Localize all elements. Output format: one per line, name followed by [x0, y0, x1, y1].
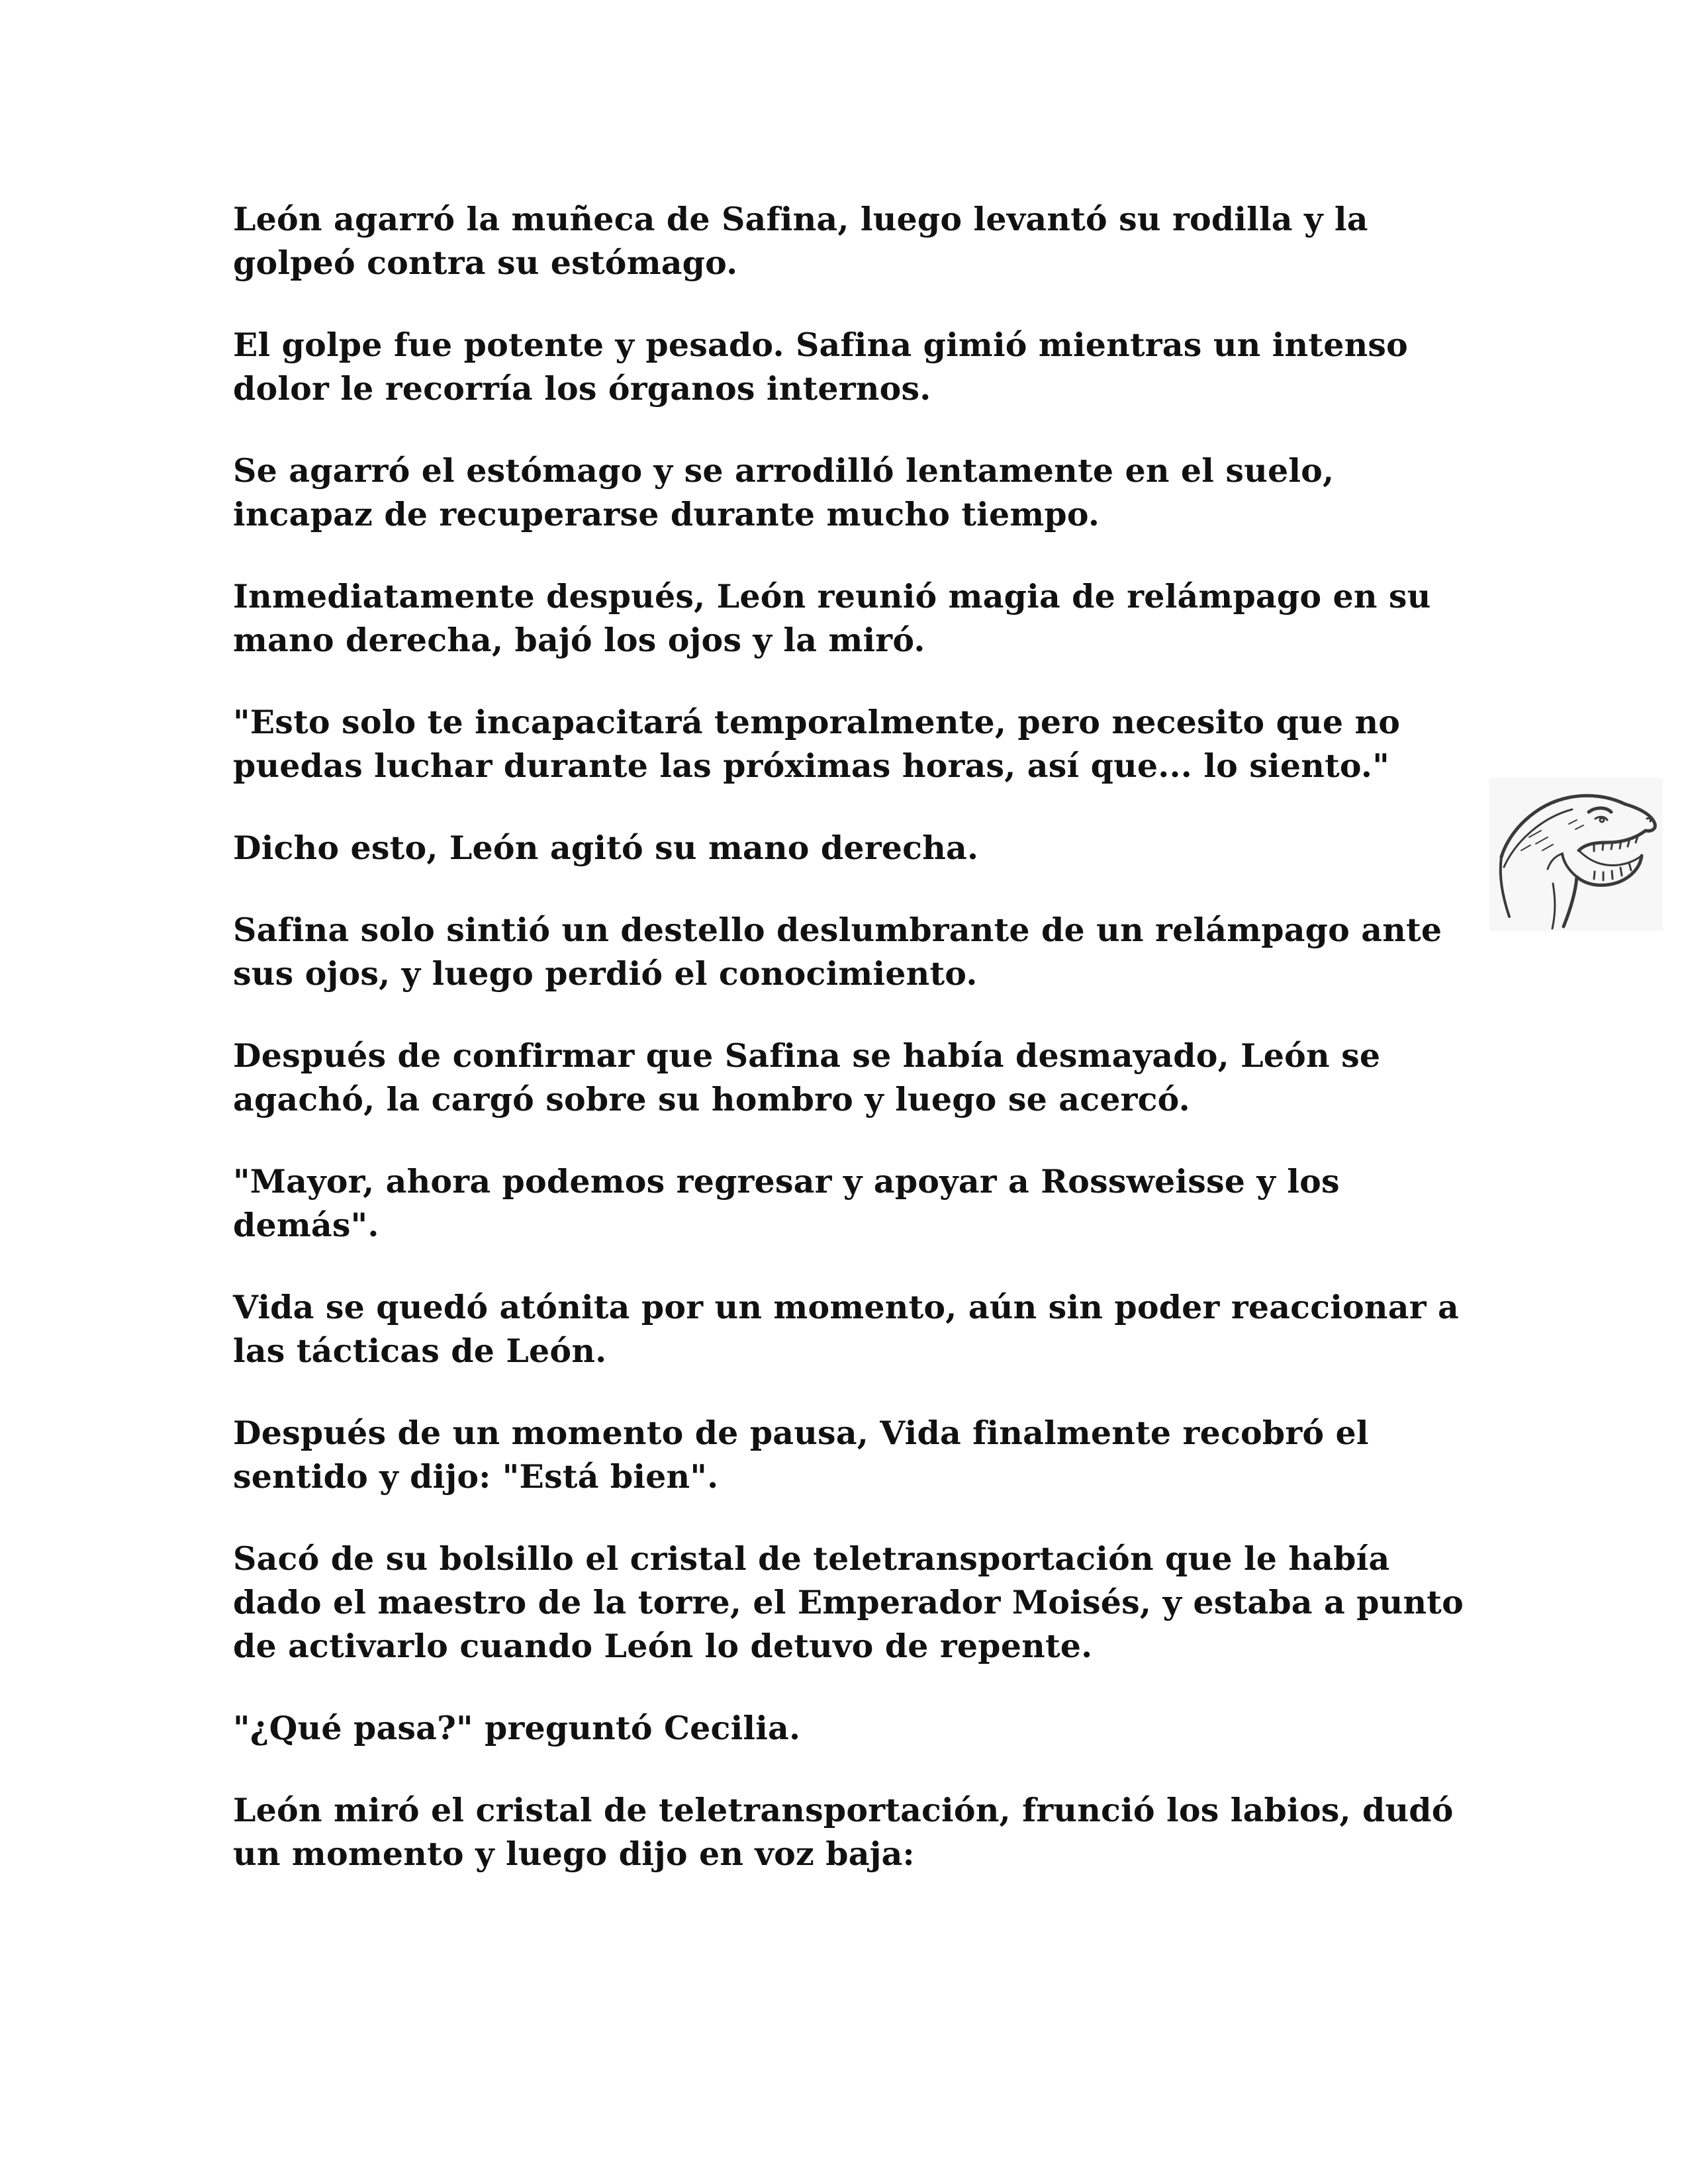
paragraph-4: Inmediatamente después, León reunió magia de relámpago en su mano derecha, bajó los ojos y la miró. [233, 577, 1431, 659]
paragraph-13: "¿Qué pasa?" preguntó Cecilia. [233, 1709, 801, 1747]
paragraph-2: El golpe fue potente y pesado. Safina gimió mientras un intenso dolor le recorría los órganos internos. [233, 326, 1409, 408]
paragraph-8: Después de confirmar que Safina se había desmayado, León se agachó, la cargó sobre su hombro y luego se acercó. [233, 1036, 1381, 1118]
paragraph-9: "Mayor, ahora podemos regresar y apoyar a Rossweisse y los demás". [233, 1162, 1340, 1244]
paragraph-3: Se agarró el estómago y se arrodilló lentamente en el suelo, incapaz de recuperarse durante mucho tiempo. [233, 451, 1335, 533]
dinosaur-head-sketch-icon [1489, 778, 1663, 931]
paragraph-1: León agarró la muñeca de Safina, luego levantó su rodilla y la golpeó contra su estómago. [233, 200, 1368, 282]
paragraph-6: Dicho esto, León agitó su mano derecha. [233, 829, 979, 867]
paragraph-7: Safina solo sintió un destello deslumbrante de un relámpago ante sus ojos, y luego perdió el conocimiento. [233, 911, 1442, 993]
paragraph-5: "Esto solo te incapacitará temporalmente, pero necesito que no puedas luchar durante las próximas horas, así que... lo siento." [233, 703, 1401, 785]
paragraph-12: Sacó de su bolsillo el cristal de teletransportación que le había dado el maestro de la torre, el Emperador Moisés, y estaba a punto de activarlo cuando León lo detuvo de repente. [233, 1539, 1464, 1665]
paragraph-14: León miró el cristal de teletransportación, frunció los labios, dudó un momento y luego dijo en voz baja: [233, 1791, 1454, 1873]
paragraph-10: Vida se quedó atónita por un momento, aún sin poder reaccionar a las tácticas de León. [233, 1288, 1459, 1370]
body-text [233, 197, 1477, 1914]
paragraph-11: Después de un momento de pausa, Vida finalmente recobró el sentido y dijo: "Está bien". [233, 1414, 1369, 1496]
